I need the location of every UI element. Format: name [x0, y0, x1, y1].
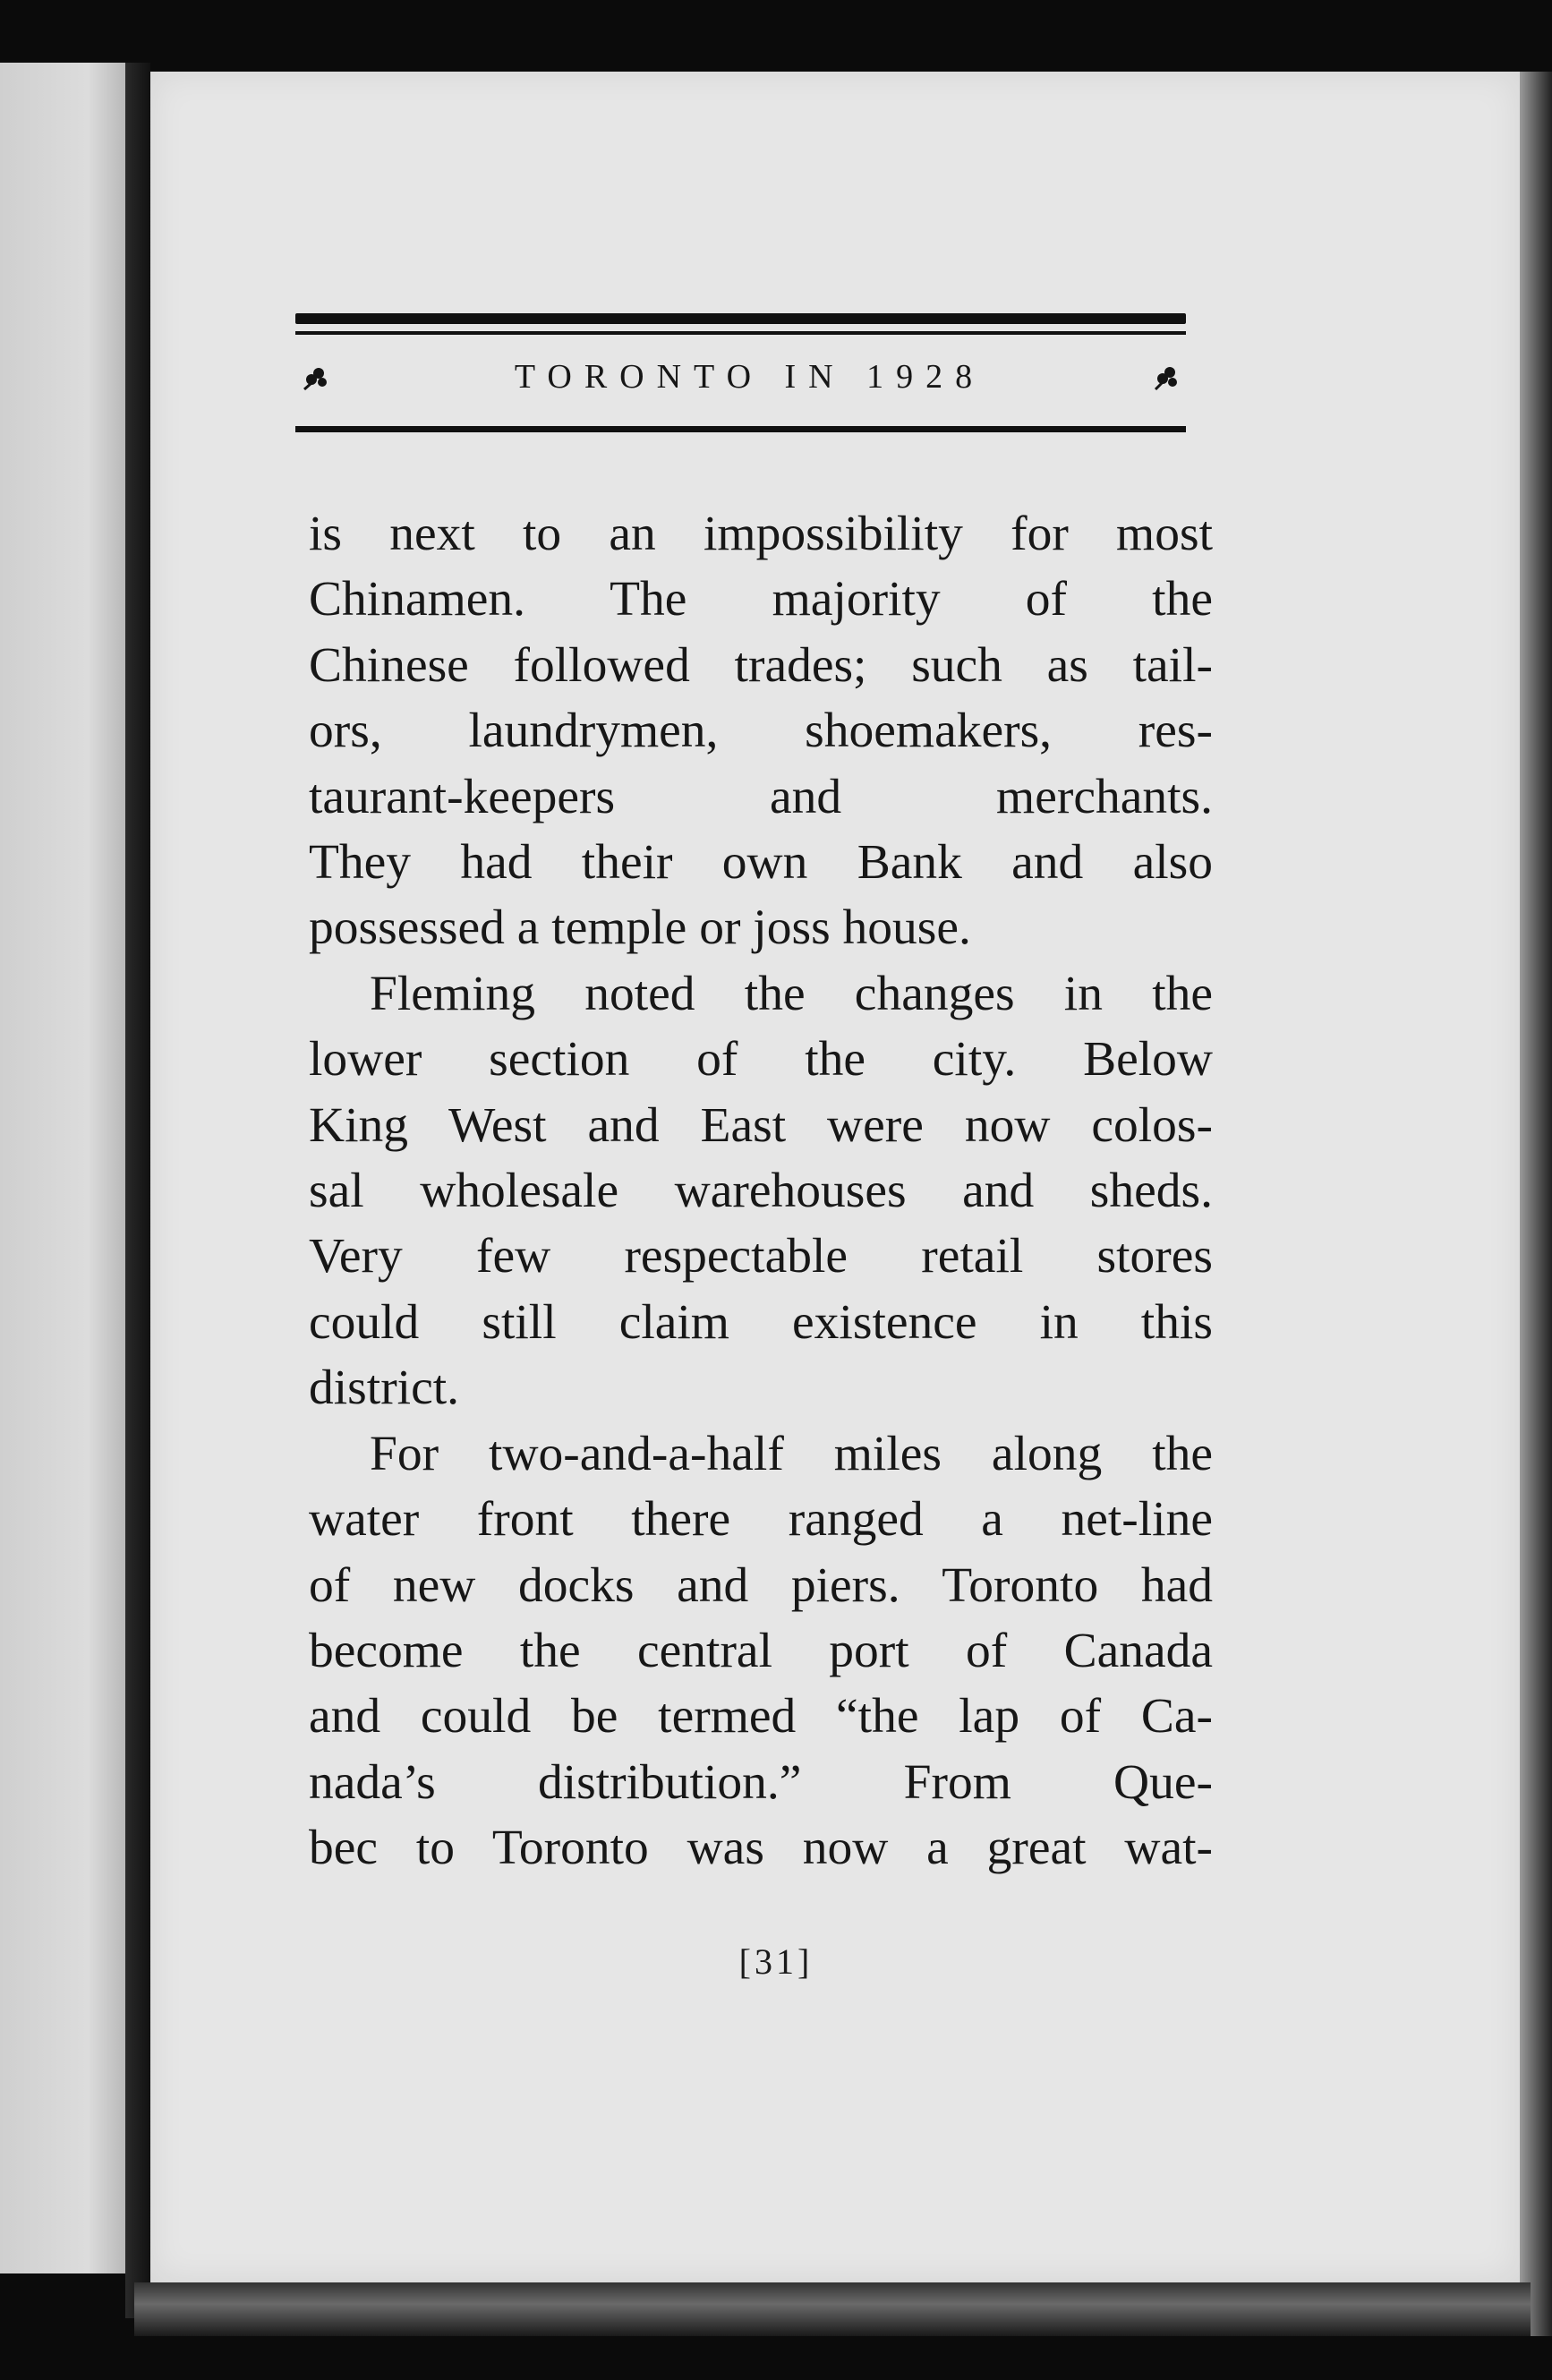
paragraph — [309, 1421, 1213, 1881]
text-line: Fleming noted the changes in the — [370, 966, 1213, 1021]
text-line: ors, laundrymen, shoemakers, res- — [309, 704, 1213, 759]
text-line: bec to Toronto was now a great wat- — [309, 1821, 1213, 1876]
text-line: For two-and-a-half miles along the — [370, 1426, 1213, 1481]
text-line: could still claim existence in this — [309, 1294, 1213, 1350]
paragraph — [309, 961, 1213, 1421]
header-line — [295, 345, 1186, 408]
paragraph — [309, 501, 1213, 961]
clover-ornament-icon — [1150, 363, 1181, 390]
text-line: King West and East were now colos- — [309, 1097, 1213, 1153]
clover-ornament-icon — [301, 363, 331, 390]
text-line: nada’s distribution.” From Que- — [309, 1754, 1213, 1810]
page-bottom-edge — [134, 2282, 1531, 2336]
page-number: [31] — [738, 1941, 814, 1982]
header-rule-bottom — [295, 426, 1186, 432]
running-title: TORONTO IN 1928 — [514, 358, 985, 396]
text-line: possessed a temple or joss house. — [309, 900, 971, 956]
text-line: district. — [309, 1361, 460, 1416]
header-rule-thick — [295, 313, 1186, 324]
text-line: Chinese followed trades; such as tail- — [309, 637, 1213, 693]
text-line: sal wholesale warehouses and sheds. — [309, 1164, 1213, 1219]
header-rule-thin — [295, 331, 1186, 335]
text-line: and could be termed “the lap of Ca- — [309, 1689, 1213, 1744]
running-header — [295, 313, 1186, 432]
text-line: water front there ranged a net-line — [309, 1492, 1213, 1548]
text-line: of new docks and piers. Toronto had — [309, 1557, 1213, 1613]
text-line: become the central port of Canada — [309, 1623, 1213, 1678]
text-line: Chinamen. The majority of the — [309, 572, 1213, 627]
text-line: lower section of the city. Below — [309, 1032, 1213, 1088]
text-line: Very few respectable retail stores — [309, 1229, 1213, 1284]
body-text — [309, 501, 1213, 1881]
page-right-edge — [1520, 72, 1552, 2336]
text-line: They had their own Bank and also — [309, 835, 1213, 891]
text-line: taurant-keepers and merchants. — [309, 769, 1213, 824]
text-line: is next to an impossibility for most — [309, 507, 1213, 561]
